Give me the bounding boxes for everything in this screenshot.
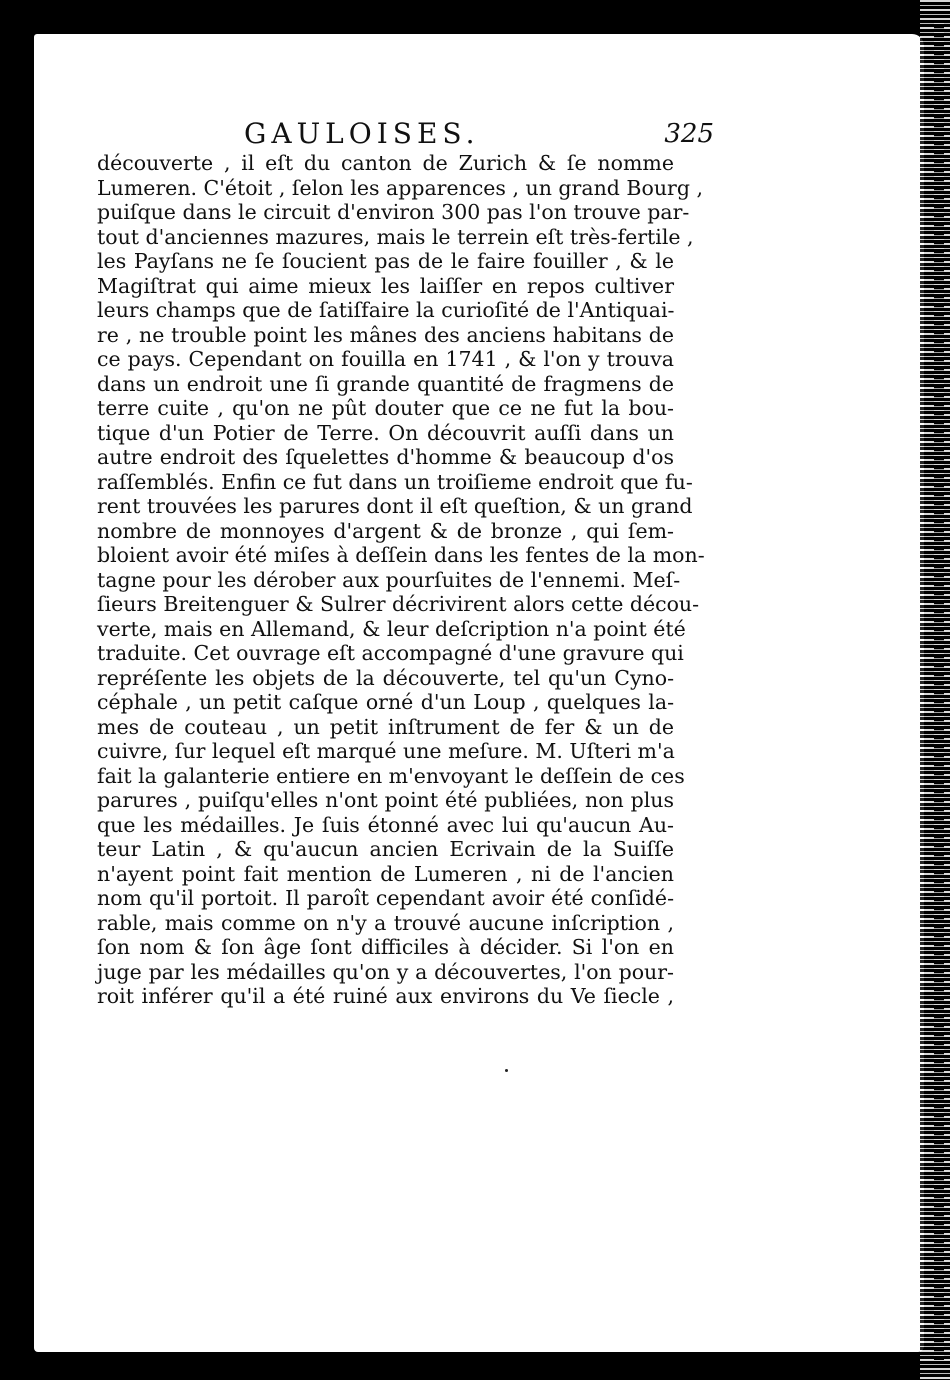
text-line: re , ne trouble point les mânes des anciens habitans de (97, 322, 674, 347)
text-line: ce pays. Cependant on fouilla en 1741 , & l'on y trouva (97, 347, 674, 371)
text-line: parures , puiſqu'elles n'ont point été publiées, non plus (97, 788, 674, 812)
body-text (97, 151, 705, 1009)
text-line: céphale , un petit caſque orné d'un Loup , quelques la- (97, 690, 674, 714)
text-line: Magiſtrat qui aime mieux les laiſſer en repos cultiver (97, 273, 674, 298)
text-line: terre cuite , qu'on ne pût douter que ce ne fut la bou- (97, 396, 674, 420)
text-line: raſſemblés. Enfin ce fut dans un troiſieme endroit que fu- (97, 469, 693, 494)
book-edge (920, 0, 950, 1380)
text-line: rent trouvées les parures dont il eſt queſtion, & un grand (97, 494, 693, 518)
book-edge-pages (934, 20, 944, 1360)
text-line: rable, mais comme on n'y a trouvé aucune inſcription , (97, 910, 674, 935)
text-line: ſieurs Breitenguer & Sulrer décrivirent alors cette décou- (97, 592, 700, 616)
text-line: dans un endroit une ſi grande quantité de fragmens de (97, 371, 674, 396)
ink-speck (505, 1069, 508, 1072)
text-line: leurs champs que de ſatiſfaire la curioſité de l'Antiquai- (97, 298, 675, 322)
text-line: autre endroit des ſquelettes d'homme & beaucoup d'os (97, 445, 674, 469)
text-line: juge par les médailles qu'on y a découvertes, l'on pour- (97, 959, 674, 984)
text-line: fait la galanterie entiere en m'envoyant le deſſein de ces (97, 763, 685, 788)
text-line: cuivre, ſur lequel eſt marqué une meſure. M. Uſteri m'a (97, 739, 675, 763)
text-line: tique d'un Potier de Terre. On découvrit auſſi dans un (97, 420, 674, 445)
text-line: que les médailles. Je ſuis étonné avec lui qu'aucun Au- (97, 812, 674, 837)
text-line: ſon nom & ſon âge ſont difficiles à décider. Si l'on en (97, 935, 674, 959)
text-line: repréſente les objets de la découverte, tel qu'un Cyno- (97, 665, 674, 690)
text-line: nombre de monnoyes d'argent & de bronze , qui ſem- (97, 518, 674, 543)
text-line: roit inférer qu'il a été ruiné aux environs du Ve ſiecle , (97, 984, 674, 1008)
text-line: teur Latin , & qu'aucun ancien Ecrivain de la Suiſſe (97, 837, 674, 861)
text-line: mes de couteau , un petit inſtrument de fer & un de (97, 714, 674, 739)
text-line: nom qu'il portoit. Il paroît cependant avoir été conſidé- (97, 886, 674, 910)
text-line: puiſque dans le circuit d'environ 300 pas l'on trouve par- (97, 200, 690, 224)
text-line: tagne pour les dérober aux pourſuites de l'ennemi. Meſ- (97, 567, 681, 592)
text-line: découverte , il eſt du canton de Zurich & ſe nomme (97, 151, 674, 175)
page-header (244, 114, 714, 154)
text-line: bloient avoir été miſes à deſſein dans les fentes de la mon- (97, 543, 705, 567)
text-line: n'ayent point fait mention de Lumeren , ni de l'ancien (97, 861, 674, 886)
text-line: traduite. Cet ouvrage eſt accompagné d'une gravure qui (97, 641, 684, 665)
running-title: GAULOISES. (244, 117, 480, 150)
text-line: Lumeren. C'étoit , ſelon les apparences , un grand Bourg , (97, 175, 703, 200)
page-number: 325 (664, 119, 714, 149)
text-line: tout d'anciennes mazures, mais le terrein eſt très-fertile , (97, 224, 694, 249)
text-line: verte, mais en Allemand, & leur deſcription n'a point été (97, 616, 686, 641)
text-line: les Payſans ne ſe ſoucient pas de le faire fouiller , & le (97, 249, 674, 273)
